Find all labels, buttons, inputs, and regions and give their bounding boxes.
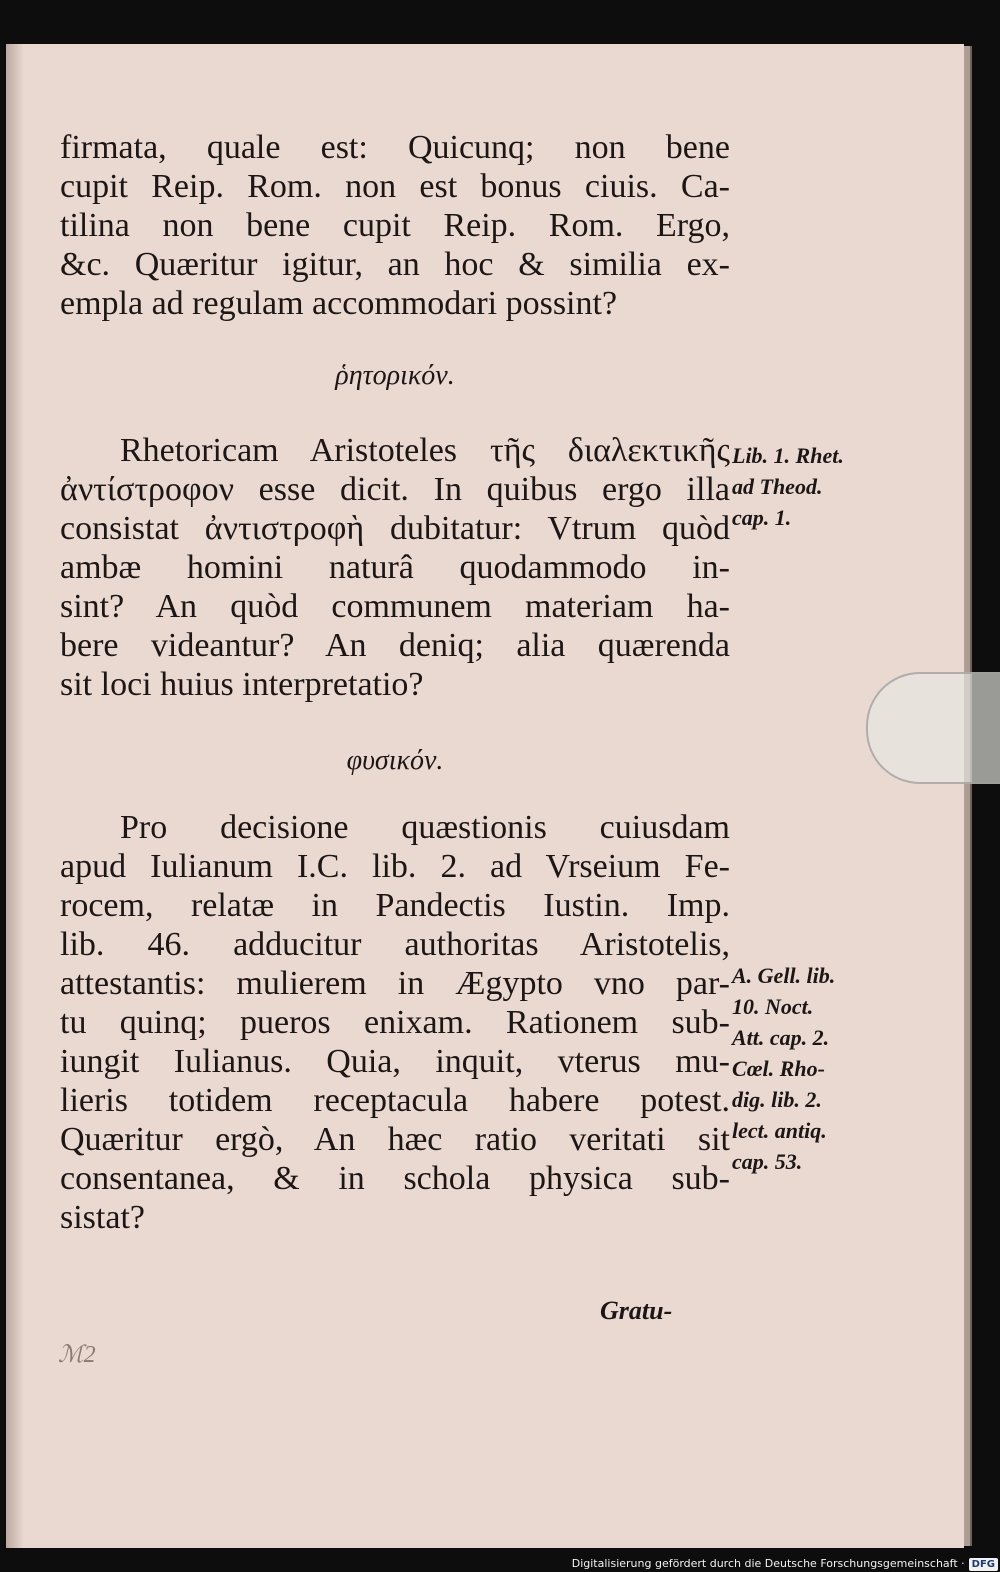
text-line: tilina non bene cupit Reip. Rom. Ergo, [60,207,730,244]
dfg-logo: DFG [969,1558,998,1571]
margin-note-line: cap. 1. [732,505,792,530]
margin-note-line: ad Theod. [732,474,823,499]
text-line: ἀντίστροφον esse dicit. In quibus ergo illa [60,471,730,508]
funding-banner [572,1556,998,1572]
text-line: empla ad regulam accommodari possint? [60,285,618,322]
page-clip [866,672,1000,784]
page-gutter-shadow [6,44,24,1548]
margin-note-line: cap. 53. [732,1149,803,1174]
margin-note-line: Cœl. Rho- [732,1056,825,1081]
text-line: sint? An quòd communem materiam ha- [60,588,730,625]
text-line: Pro decisione quæstionis cuiusdam [120,809,730,846]
text-line: Quæritur ergò, An hæc ratio veritati sit [60,1121,730,1158]
margin-note-line: lect. antiq. [732,1118,827,1143]
text-line: tu quinq; pueros enixam. Rationem sub- [60,1004,730,1041]
section-heading-physics: φυσικόν. [346,745,444,776]
section-heading-rhetoric: ῥητορικόν. [335,360,455,391]
text-line: cupit Reip. Rom. non est bonus ciuis. Ca- [60,168,730,205]
margin-note-2 [732,960,897,1177]
text-line: sit loci huius interpretatio? [60,666,424,703]
text-line: ambæ homini naturâ quodammodo in- [60,549,730,586]
text-line: consistat ἀντιστροφὴ dubitatur: Vtrum quòd [60,510,730,547]
text-line: &c. Quæritur igitur, an hoc & similia ex- [60,246,730,283]
text-line: lib. 46. adducitur authoritas Aristotelis, [60,926,730,963]
text-line: firmata, quale est: Quicunq; non bene [60,129,730,166]
funding-text: Digitalisierung gefördert durch die Deutsche Forschungsgemeinschaft · [571,1557,965,1570]
catchword: Gratu- [600,1296,673,1325]
text-line: iungit Iulianus. Quia, inquit, vterus mu- [60,1043,730,1080]
text-line: attestantis: mulierem in Ægypto vno par- [60,965,730,1002]
text-line: consentanea, & in schola physica sub- [60,1160,730,1197]
text-line: sistat? [60,1199,145,1236]
margin-note-line: Lib. 1. Rhet. [732,443,844,468]
signature-mark: ℳ2 [58,1342,96,1368]
text-line: bere videantur? An deniq; alia quærenda [60,627,730,664]
text-line: Rhetoricam Aristoteles τῆς διαλεκτικῆς [120,432,730,469]
margin-note-line: Att. cap. 2. [732,1025,830,1050]
margin-note-1 [732,440,897,533]
text-line: apud Iulianum I.C. lib. 2. ad Vrseium Fe- [60,848,730,885]
margin-note-line: dig. lib. 2. [732,1087,822,1112]
margin-note-line: A. Gell. lib. [732,963,836,988]
margin-note-line: 10. Noct. [732,994,814,1019]
text-line: lieris totidem receptacula habere potest. [60,1082,730,1119]
text-line: rocem, relatæ in Pandectis Iustin. Imp. [60,887,730,924]
